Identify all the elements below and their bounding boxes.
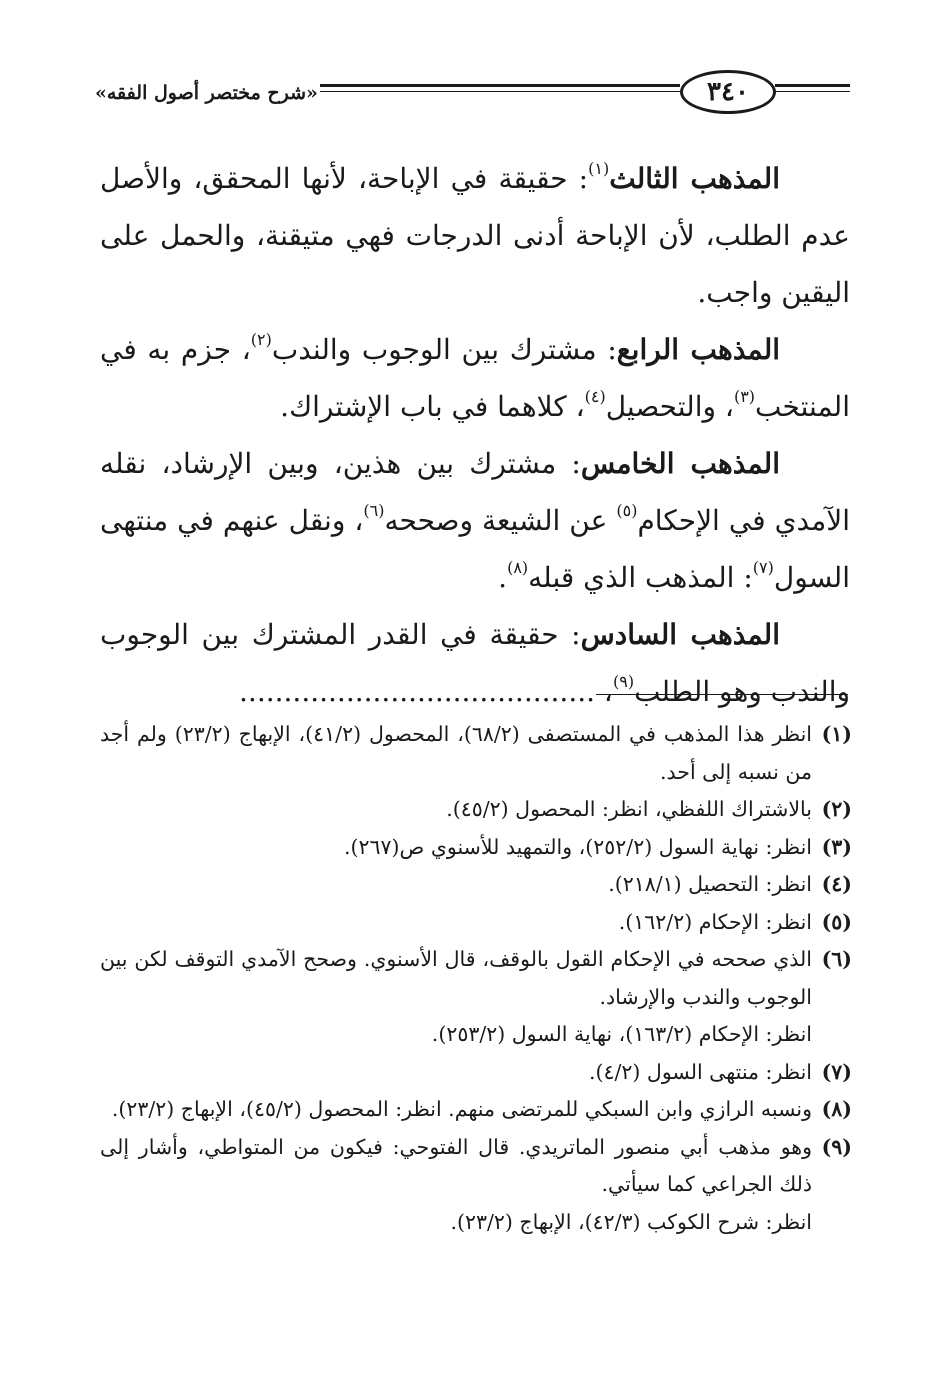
term-fifth: المذهب الخامس — [580, 447, 780, 480]
term-sixth: المذهب السادس — [580, 618, 780, 651]
page-header — [95, 60, 850, 130]
footnote-line: الذي صححه في الإحكام القول بالوقف، قال الأسنوي. وصحح الآمدي التوقف لكن بين الوجوب والندب والإرشاد. — [100, 947, 812, 1009]
footnote-text — [100, 904, 812, 942]
footnote-text — [100, 1091, 812, 1129]
footnote-text — [100, 1129, 812, 1242]
footnote-number: (١) — [821, 722, 852, 746]
footnote-ref-7: (٧) — [752, 558, 774, 577]
paragraph-text: . — [498, 561, 508, 594]
footnote-number: (٥) — [821, 909, 852, 934]
footnote-line: انظر: الإحكام (١٦٣/٢)، نهاية السول (٢٥٣/٢). — [431, 1022, 812, 1046]
footnote-line: انظر: نهاية السول (٢٥٢/٢)، والتمهيد للأسنوي ص(٢٦٧). — [343, 834, 812, 859]
footnote-text — [100, 791, 812, 829]
footnote-line: ونسبه الرازي وابن السبكي للمرتضى منهم. انظر: المحصول (٤٥/٢)، الإبهاج (٢٣/٢). — [111, 1097, 812, 1121]
paragraph-text: ، ونقل عنهم في منتهى السول — [100, 504, 850, 594]
footnote-item — [100, 716, 852, 791]
footnote-number: (٣) — [821, 834, 852, 859]
footnote-text — [100, 941, 812, 1054]
footnote-number: (٢) — [821, 797, 852, 821]
footnote-number: (٨) — [821, 1097, 852, 1121]
footnote-item — [100, 829, 852, 867]
paragraph-text: ، جزم به في المنتخب — [100, 333, 850, 423]
footnote-item — [100, 904, 852, 942]
footnote-item — [100, 1054, 852, 1092]
paragraph-text: ، — [595, 675, 613, 708]
footnote-line: انظر: شرح الكوكب (٤٢/٣)، الإبهاج (٢٣/٢). — [450, 1209, 812, 1234]
paragraph-text: : مشترك بين الوجوب والندب — [271, 333, 617, 366]
footnote-item — [100, 1129, 852, 1242]
page-number: ٣٤٠ — [680, 70, 776, 114]
footnote-item — [100, 941, 852, 1054]
footnote-number: (٦) — [821, 947, 852, 971]
footnote-ref-3: (٣) — [733, 387, 756, 406]
footnote-number: (٤) — [821, 872, 852, 896]
footnote-ref-6: (٦) — [363, 501, 385, 520]
footnote-ref-2: (٢) — [250, 330, 272, 349]
paragraph-text: : مشترك بين هذين، وبين الإرشاد، نقله الآمدي في الإحكام — [100, 447, 850, 537]
term-third: المذهب الثالث — [609, 162, 780, 195]
footnote-line: بالاشتراك اللفظي، انظر: المحصول (٤٥/٢). — [446, 797, 812, 821]
footnote-ref-5: (٥) — [616, 501, 638, 520]
footnote-item — [100, 791, 852, 829]
book-title: «شرح مختصر أصول الفقه» — [95, 82, 318, 104]
paragraph-text: : المذهب الذي قبله — [528, 561, 753, 594]
footnote-text — [100, 1054, 812, 1092]
paragraph-text: ، والتحصيل — [605, 390, 734, 423]
footnote-ref-9: (٩) — [612, 672, 635, 691]
paragraph-text: : حقيقة في القدر المشترك بين الوجوب والندب وهو الطلب — [100, 618, 850, 708]
footnote-line: وهو مذهب أبي منصور الماتريدي. قال الفتوحي: فيكون من المتواطي، وأشار إلى ذلك الجراعي كما سيأتي. — [100, 1134, 812, 1196]
footnote-ref-8: (٨) — [507, 558, 529, 577]
main-text — [100, 150, 850, 720]
paragraph-fourth-madhhab — [100, 321, 850, 435]
paragraph-third-madhhab — [100, 150, 850, 321]
footnote-separator — [596, 694, 848, 695]
footnote-text — [100, 716, 812, 791]
paragraph-text: عن الشيعة وصححه — [384, 504, 617, 537]
continuation-dots: ........................................ — [239, 675, 596, 708]
paragraph-fifth-madhhab — [100, 435, 850, 606]
footnote-ref-1: (١) — [588, 159, 610, 178]
term-fourth: المذهب الرابع — [616, 333, 781, 366]
header-rule-right — [775, 84, 850, 98]
paragraph-text: : حقيقة في الإباحة، لأنها المحقق، والأصل عدم الطلب، لأن الإباحة أدنى الدرجات فهي متيقنة، والحمل على اليقين واجب. — [100, 162, 850, 309]
footnote-text — [100, 866, 812, 904]
footnote-item — [100, 866, 852, 904]
paragraph-sixth-madhhab — [100, 606, 850, 720]
footnote-number: (٩) — [821, 1134, 852, 1159]
footnote-line: انظر: الإحكام (١٦٢/٢). — [618, 909, 812, 934]
footnote-item — [100, 1091, 852, 1129]
footnote-line: انظر: التحصيل (٢١٨/١). — [608, 872, 812, 896]
footnotes — [100, 716, 852, 1241]
header-rule-left — [320, 84, 680, 98]
paragraph-text: ، كلاهما في باب الإشتراك. — [280, 390, 585, 423]
footnote-line: انظر هذا المذهب في المستصفى (٦٨/٢)، المحصول (٤١/٢)، الإبهاج (٢٣/٢) ولم أجد من نسبه إلى أحد. — [100, 722, 812, 784]
footnote-line: انظر: منتهى السول (٤/٢). — [588, 1059, 812, 1084]
footnote-number: (٧) — [821, 1059, 852, 1084]
footnote-text — [100, 829, 812, 867]
footnote-ref-4: (٤) — [584, 387, 606, 406]
